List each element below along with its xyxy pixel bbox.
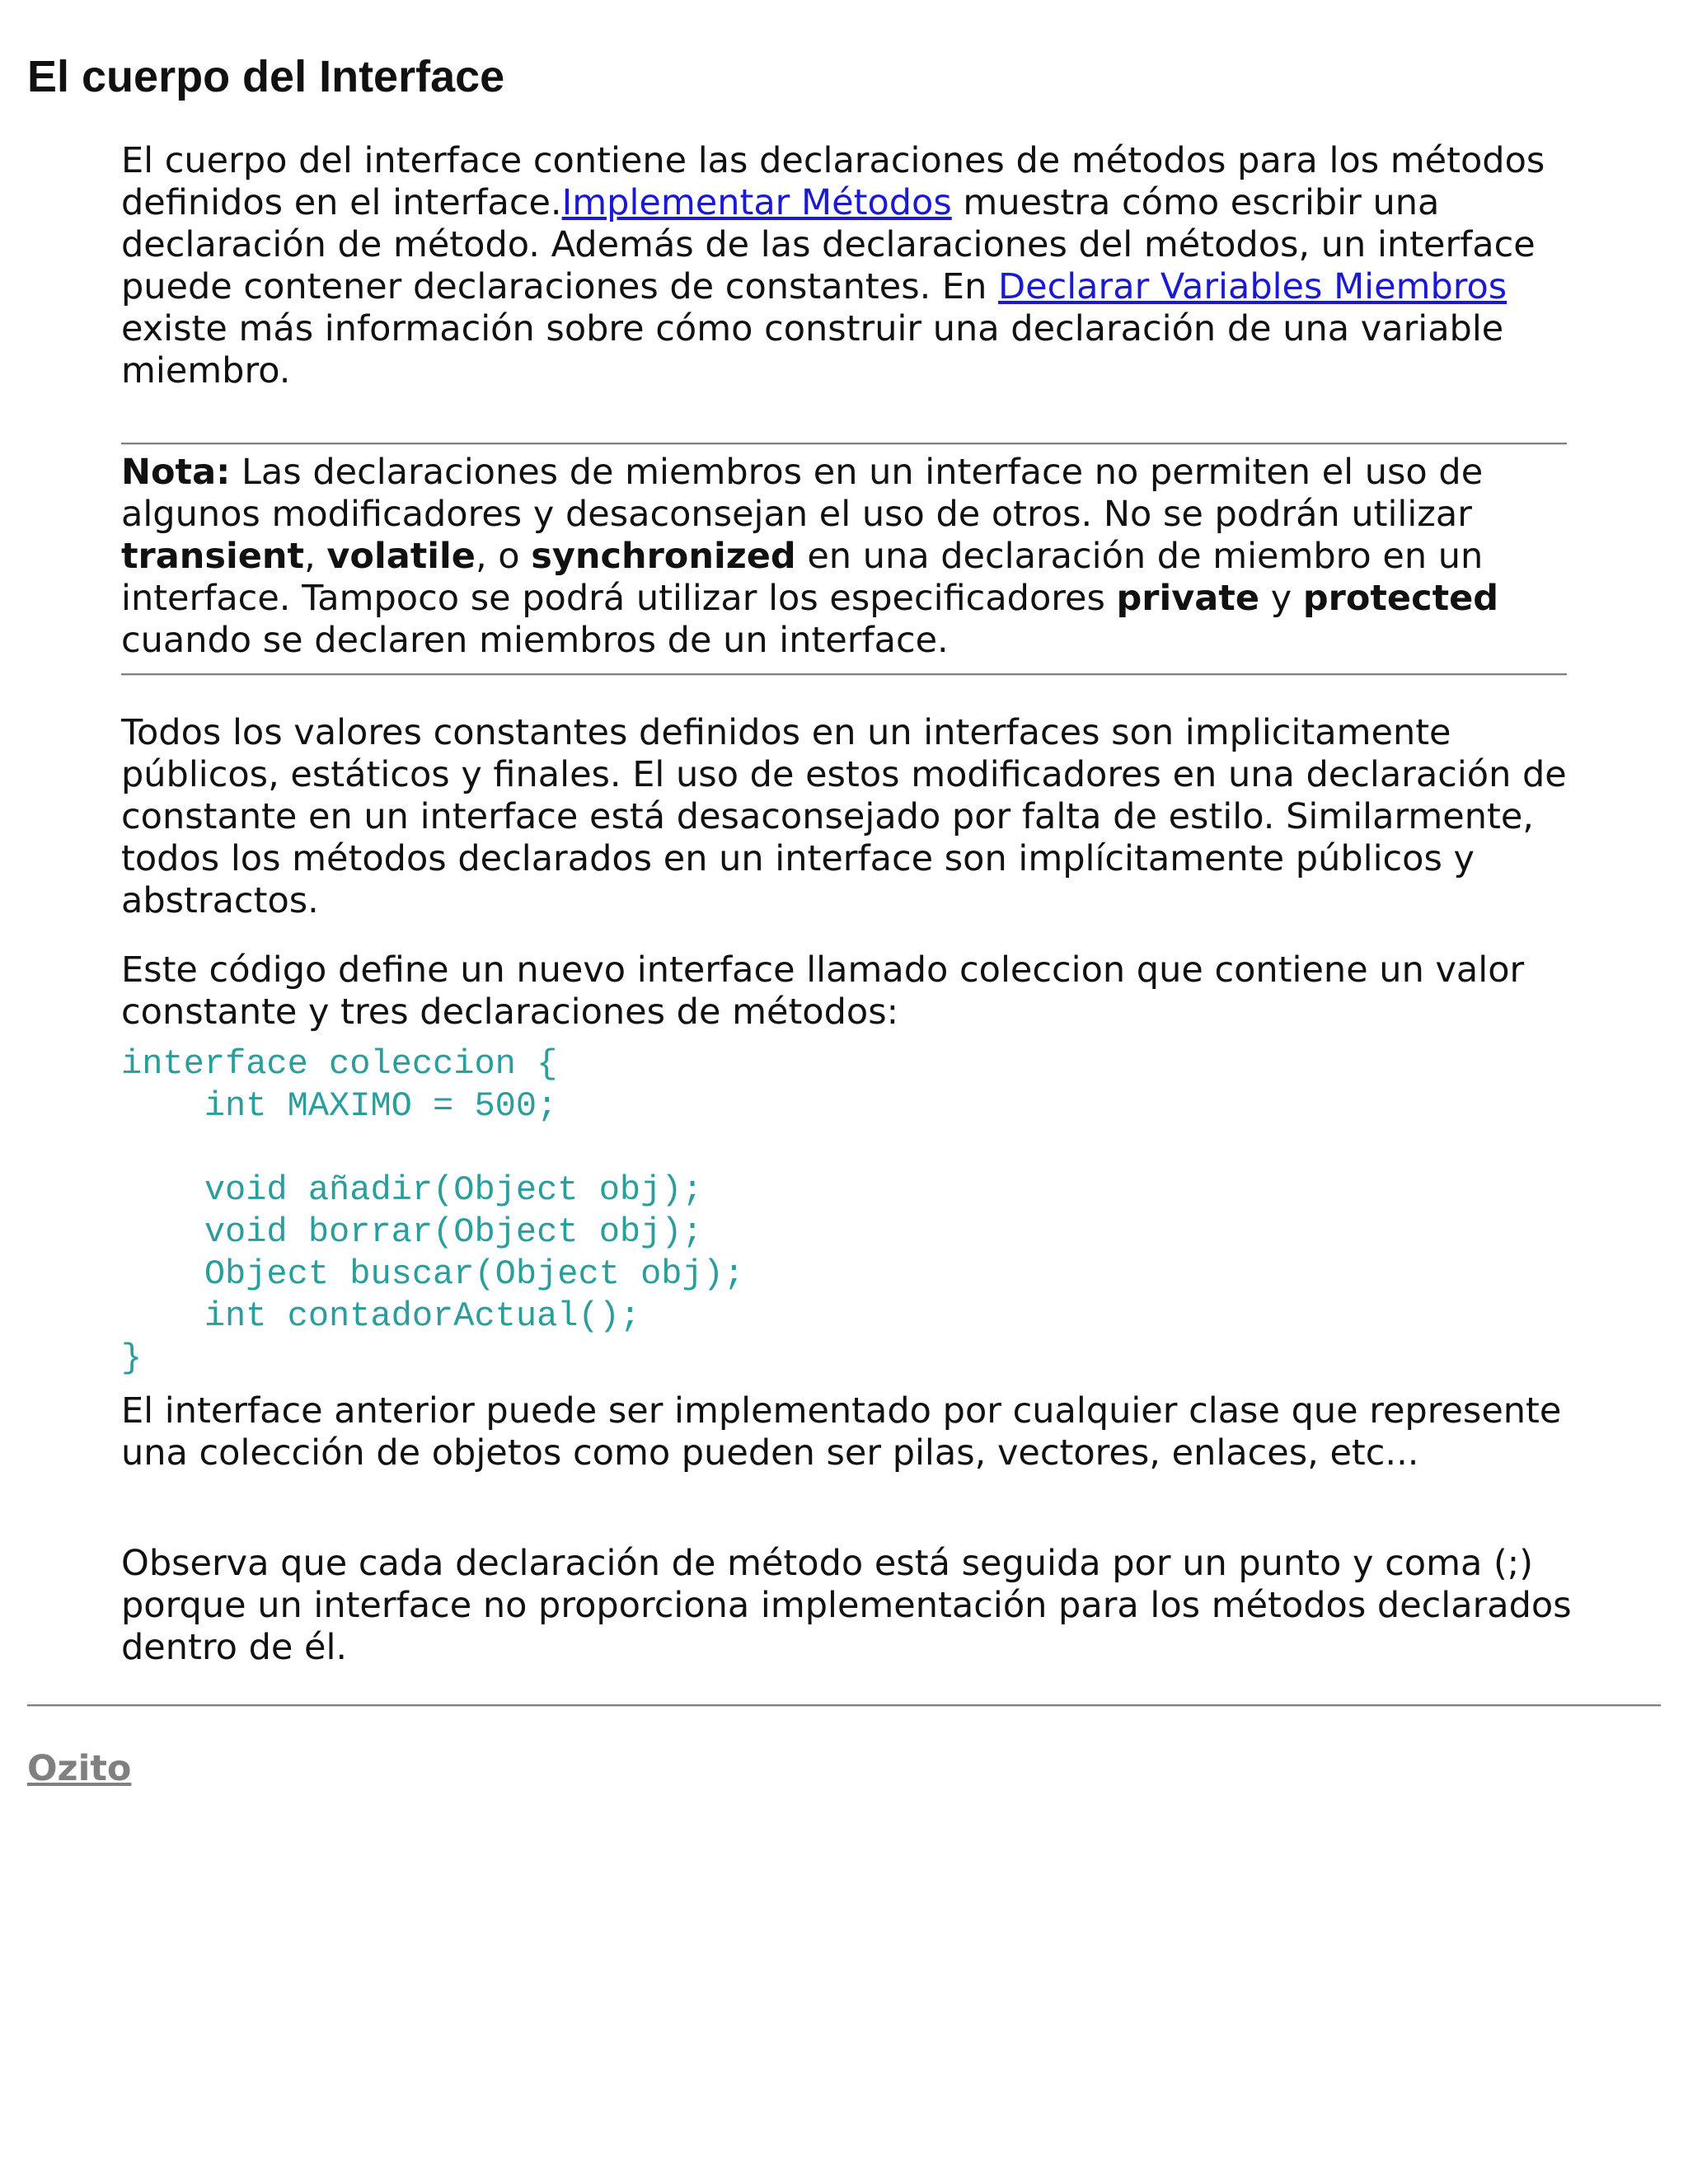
intro-text-2: muestra cómo escribir una declaración de método. Además de las declaraciones del métodos, un interface puede contener declaraciones de constantes. En <box>121 182 1536 307</box>
keyword-private: private <box>1116 578 1260 619</box>
page-title: El cuerpo del Interface <box>27 52 505 101</box>
intro-text-3: existe más información sobre cómo construir una declaración de una variable miembro. <box>121 308 1504 391</box>
keyword-protected: protected <box>1302 578 1499 619</box>
constants-paragraph <box>121 712 1572 922</box>
implement-paragraph <box>121 1390 1572 1474</box>
note-text-2: en una declaración de miembro en un interface. Tampoco se podrá utilizar los especificadores <box>121 536 1484 619</box>
code-line <box>121 1127 744 1169</box>
note-separator-2: , o <box>475 536 532 577</box>
note-text-1: Las declaraciones de miembros en un interface no permiten el uso de algunos modificadores y desaconsejan el uso de otros. No se podrán utilizar <box>121 452 1484 535</box>
code-line: void añadir(Object obj); <box>121 1170 703 1210</box>
keyword-transient: transient <box>121 536 305 577</box>
implementar-metodos-link[interactable]: Implementar Métodos <box>561 182 952 223</box>
semicolon-paragraph <box>121 1543 1572 1669</box>
page-bottom-divider <box>27 1704 1661 1707</box>
code-line: interface coleccion { <box>121 1044 558 1084</box>
note-label: Nota: <box>121 452 231 493</box>
code-intro-paragraph <box>121 949 1572 1033</box>
note-text-3: cuando se declaren miembros de un interface. <box>121 620 949 661</box>
note-block <box>121 452 1572 662</box>
keyword-synchronized: synchronized <box>531 536 796 577</box>
code-line: } <box>121 1338 143 1378</box>
code-line: void borrar(Object obj); <box>121 1212 703 1252</box>
note-separator-3: y <box>1259 578 1303 619</box>
semicolon-text: Observa que cada declaración de método está seguida por un punto y coma (;) porque un interface no proporciona implementación para los métodos declarados dentro de él. <box>121 1543 1572 1668</box>
intro-paragraph <box>121 140 1572 392</box>
code-line: Object buscar(Object obj); <box>121 1254 745 1294</box>
ozito-link[interactable]: Ozito <box>27 1748 132 1789</box>
code-block <box>121 1043 744 1380</box>
keyword-volatile: volatile <box>326 536 476 577</box>
code-line: int MAXIMO = 500; <box>121 1086 558 1126</box>
note-bottom-divider <box>121 673 1567 676</box>
code-line: int contadorActual(); <box>121 1296 641 1336</box>
declarar-variables-miembros-link[interactable]: Declarar Variables Miembros <box>998 266 1507 307</box>
constants-text: Todos los valores constantes definidos en un interfaces son implicitamente públicos, estáticos y finales. El uso de estos modificadores en una declaración de constante en un interface está desaconsejado por falta de estilo. Similarmente, todos los métodos declarados en un interface son implícitamente públicos y abstractos. <box>121 712 1567 921</box>
note-separator-1: , <box>304 536 327 577</box>
note-top-divider <box>121 443 1567 445</box>
implement-text: El interface anterior puede ser implementado por cualquier clase que represente una colección de objetos como pueden ser pilas, vectores, enlaces, etc... <box>121 1390 1562 1474</box>
intro-text-1: El cuerpo del interface contiene las declaraciones de métodos para los métodos definidos en el interface. <box>121 140 1545 223</box>
code-intro-text: Este código define un nuevo interface llamado coleccion que contiene un valor constante y tres declaraciones de métodos: <box>121 949 1525 1033</box>
